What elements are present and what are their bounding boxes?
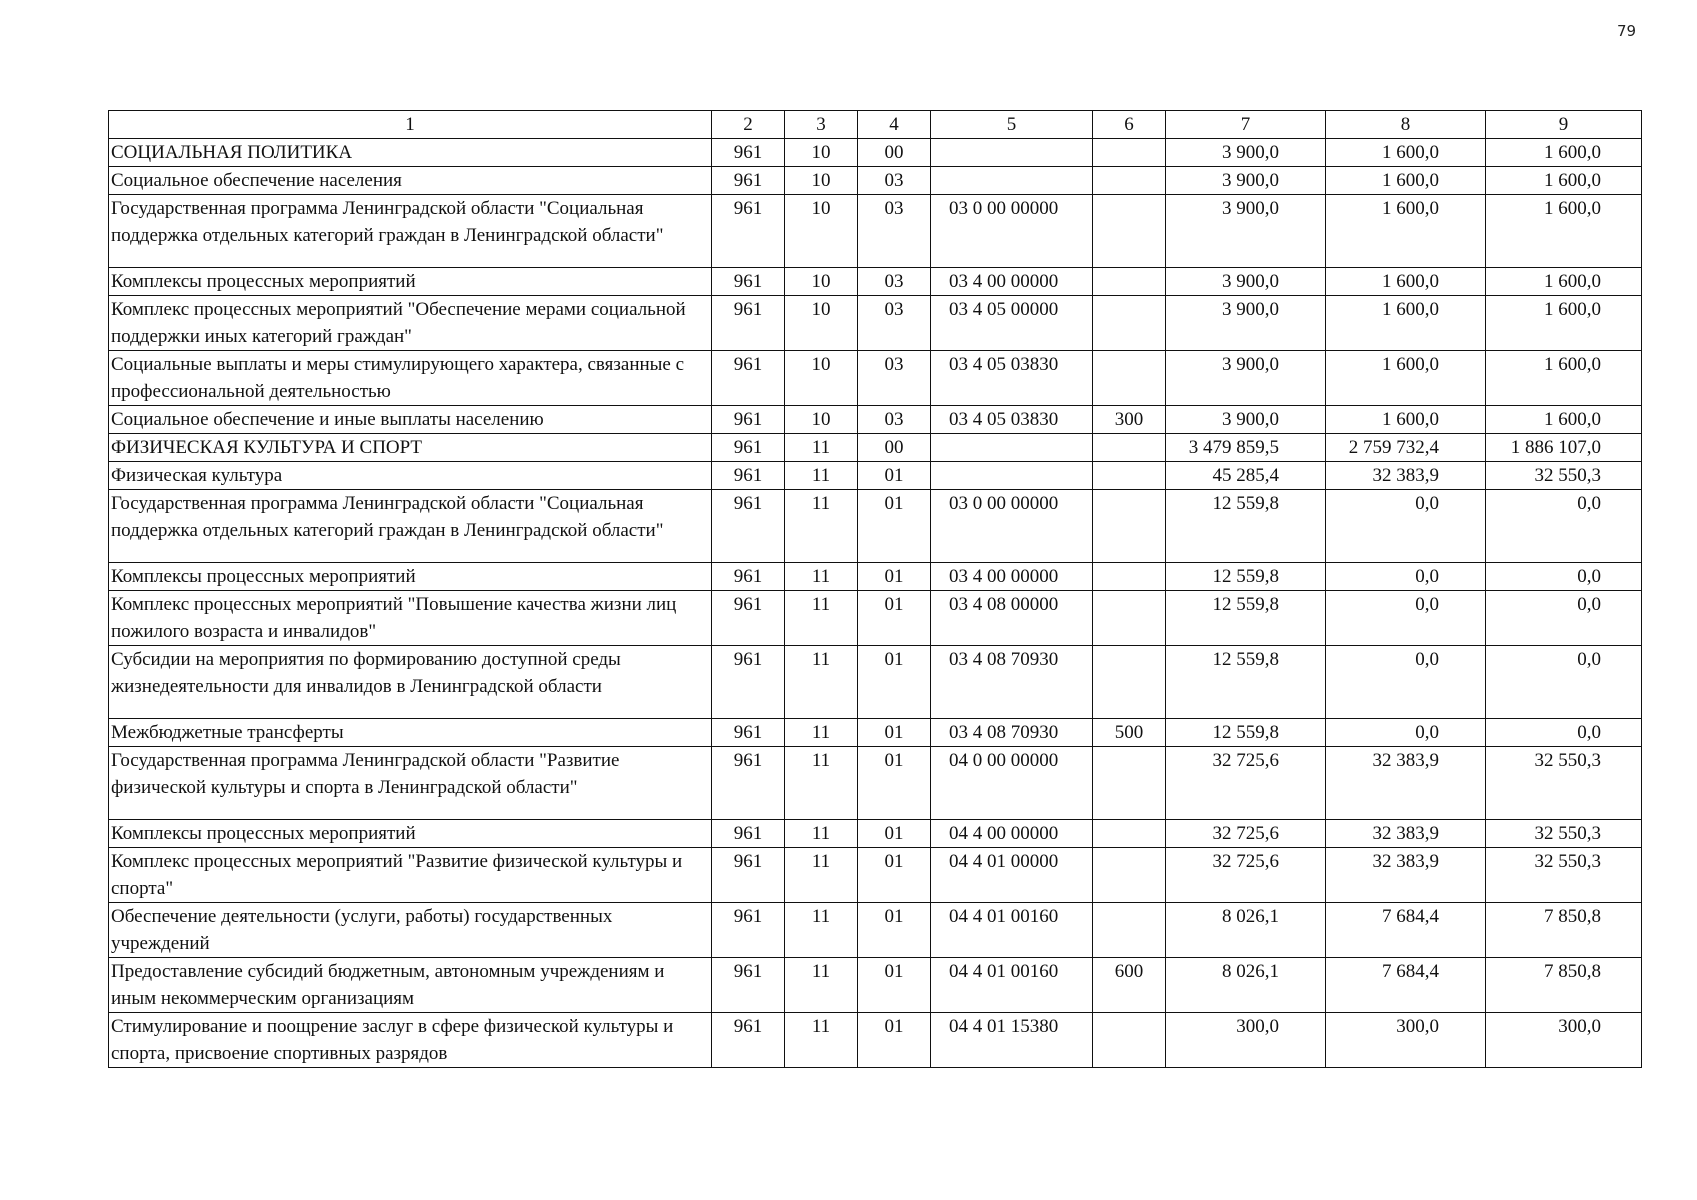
cell-col-9: 0,0 [1486,719,1642,747]
cell-col-3: 10 [785,139,858,167]
cell-col-7: 3 900,0 [1166,296,1326,351]
cell-col-4: 01 [858,490,931,563]
column-header: 1 [109,111,712,139]
row-name: Социальные выплаты и меры стимулирующего характера, связанные с профессиональной деятельностью [109,351,712,406]
cell-col-9: 1 600,0 [1486,296,1642,351]
cell-col-6 [1093,490,1166,563]
cell-col-6: 600 [1093,958,1166,1013]
column-header: 2 [712,111,785,139]
cell-col-4: 01 [858,820,931,848]
row-name: Комплексы процессных мероприятий [109,268,712,296]
cell-col-7: 3 900,0 [1166,139,1326,167]
cell-col-9: 1 600,0 [1486,406,1642,434]
cell-col-8: 32 383,9 [1326,820,1486,848]
column-header: 9 [1486,111,1642,139]
cell-col-8: 32 383,9 [1326,848,1486,903]
budget-table [108,110,1642,1068]
cell-col-5: 04 4 00 00000 [931,820,1093,848]
cell-col-8: 0,0 [1326,563,1486,591]
table-row [109,903,1642,958]
cell-col-6 [1093,747,1166,820]
cell-col-7: 3 479 859,5 [1166,434,1326,462]
cell-col-9: 32 550,3 [1486,747,1642,820]
table-row [109,719,1642,747]
row-name: Комплекс процессных мероприятий "Развитие физической культуры и спорта" [109,848,712,903]
cell-col-9: 0,0 [1486,646,1642,719]
header-row [109,111,1642,139]
cell-col-8: 1 600,0 [1326,406,1486,434]
cell-col-2: 961 [712,958,785,1013]
row-name: Обеспечение деятельности (услуги, работы) государственных учреждений [109,903,712,958]
table-row [109,139,1642,167]
cell-col-4: 00 [858,434,931,462]
cell-col-5 [931,462,1093,490]
cell-col-8: 1 600,0 [1326,351,1486,406]
cell-col-3: 10 [785,195,858,268]
cell-col-3: 10 [785,351,858,406]
cell-col-4: 01 [858,1013,931,1068]
row-name: Физическая культура [109,462,712,490]
row-name: Государственная программа Ленинградской области "Развитие физической культуры и спорта в Ленинградской области" [109,747,712,820]
table-row [109,591,1642,646]
row-name: СОЦИАЛЬНАЯ ПОЛИТИКА [109,139,712,167]
cell-col-6: 500 [1093,719,1166,747]
cell-col-2: 961 [712,1013,785,1068]
cell-col-7: 45 285,4 [1166,462,1326,490]
cell-col-9: 1 600,0 [1486,167,1642,195]
cell-col-4: 00 [858,139,931,167]
table-row [109,1013,1642,1068]
cell-col-8: 1 600,0 [1326,268,1486,296]
table-row [109,406,1642,434]
cell-col-4: 01 [858,462,931,490]
cell-col-9: 32 550,3 [1486,820,1642,848]
cell-col-5: 03 4 00 00000 [931,268,1093,296]
cell-col-8: 1 600,0 [1326,195,1486,268]
cell-col-9: 32 550,3 [1486,462,1642,490]
cell-col-3: 11 [785,747,858,820]
cell-col-2: 961 [712,903,785,958]
cell-col-7: 3 900,0 [1166,406,1326,434]
column-header: 3 [785,111,858,139]
cell-col-4: 03 [858,406,931,434]
cell-col-9: 1 600,0 [1486,351,1642,406]
cell-col-8: 7 684,4 [1326,958,1486,1013]
cell-col-3: 11 [785,1013,858,1068]
cell-col-3: 11 [785,490,858,563]
cell-col-4: 03 [858,195,931,268]
cell-col-6 [1093,195,1166,268]
cell-col-6 [1093,351,1166,406]
cell-col-3: 11 [785,848,858,903]
cell-col-2: 961 [712,434,785,462]
cell-col-6 [1093,820,1166,848]
cell-col-4: 01 [858,848,931,903]
cell-col-9: 1 886 107,0 [1486,434,1642,462]
cell-col-3: 11 [785,434,858,462]
cell-col-2: 961 [712,848,785,903]
cell-col-5: 03 0 00 00000 [931,195,1093,268]
table-body [109,111,1642,1068]
cell-col-5 [931,167,1093,195]
cell-col-2: 961 [712,268,785,296]
cell-col-4: 03 [858,351,931,406]
table-row [109,195,1642,268]
cell-col-3: 10 [785,268,858,296]
row-name: Комплекс процессных мероприятий "Повышение качества жизни лиц пожилого возраста и инвалидов" [109,591,712,646]
cell-col-2: 961 [712,719,785,747]
table-row [109,351,1642,406]
cell-col-4: 01 [858,591,931,646]
cell-col-6 [1093,1013,1166,1068]
cell-col-6 [1093,167,1166,195]
table-row [109,646,1642,719]
cell-col-5: 04 4 01 15380 [931,1013,1093,1068]
cell-col-3: 11 [785,719,858,747]
cell-col-4: 01 [858,646,931,719]
cell-col-6 [1093,268,1166,296]
cell-col-3: 11 [785,563,858,591]
cell-col-7: 3 900,0 [1166,167,1326,195]
table-row [109,820,1642,848]
row-name: Комплексы процессных мероприятий [109,820,712,848]
cell-col-5 [931,434,1093,462]
cell-col-3: 10 [785,167,858,195]
table-row [109,434,1642,462]
cell-col-5 [931,139,1093,167]
cell-col-9: 0,0 [1486,490,1642,563]
cell-col-3: 11 [785,820,858,848]
cell-col-9: 300,0 [1486,1013,1642,1068]
cell-col-9: 0,0 [1486,563,1642,591]
cell-col-5: 03 4 05 00000 [931,296,1093,351]
cell-col-6 [1093,848,1166,903]
cell-col-2: 961 [712,139,785,167]
cell-col-5: 04 4 01 00160 [931,958,1093,1013]
row-name: Социальное обеспечение и иные выплаты населению [109,406,712,434]
cell-col-2: 961 [712,406,785,434]
cell-col-7: 3 900,0 [1166,195,1326,268]
cell-col-9: 1 600,0 [1486,195,1642,268]
cell-col-5: 03 0 00 00000 [931,490,1093,563]
cell-col-8: 1 600,0 [1326,167,1486,195]
row-name: Комплекс процессных мероприятий "Обеспечение мерами социальной поддержки иных категорий граждан" [109,296,712,351]
cell-col-8: 7 684,4 [1326,903,1486,958]
cell-col-5: 04 4 01 00160 [931,903,1093,958]
column-header: 5 [931,111,1093,139]
cell-col-8: 32 383,9 [1326,747,1486,820]
row-name: Межбюджетные трансферты [109,719,712,747]
table-row [109,563,1642,591]
cell-col-7: 12 559,8 [1166,646,1326,719]
cell-col-2: 961 [712,563,785,591]
cell-col-7: 3 900,0 [1166,268,1326,296]
row-name: Субсидии на мероприятия по формированию доступной среды жизнедеятельности для инвалидов в Ленинградской области [109,646,712,719]
row-name: Государственная программа Ленинградской области "Социальная поддержка отдельных категорий граждан в Ленинградской области" [109,490,712,563]
cell-col-2: 961 [712,646,785,719]
cell-col-3: 11 [785,591,858,646]
cell-col-7: 32 725,6 [1166,820,1326,848]
cell-col-8: 0,0 [1326,719,1486,747]
cell-col-2: 961 [712,490,785,563]
cell-col-6 [1093,563,1166,591]
cell-col-4: 01 [858,747,931,820]
cell-col-3: 11 [785,646,858,719]
cell-col-3: 10 [785,296,858,351]
cell-col-3: 11 [785,903,858,958]
row-name: ФИЗИЧЕСКАЯ КУЛЬТУРА И СПОРТ [109,434,712,462]
cell-col-7: 8 026,1 [1166,903,1326,958]
row-name: Социальное обеспечение населения [109,167,712,195]
table-row [109,747,1642,820]
row-name: Комплексы процессных мероприятий [109,563,712,591]
cell-col-8: 0,0 [1326,591,1486,646]
cell-col-7: 12 559,8 [1166,591,1326,646]
cell-col-9: 1 600,0 [1486,268,1642,296]
cell-col-6 [1093,139,1166,167]
cell-col-2: 961 [712,351,785,406]
cell-col-9: 1 600,0 [1486,139,1642,167]
cell-col-5: 03 4 05 03830 [931,406,1093,434]
cell-col-4: 01 [858,563,931,591]
cell-col-4: 03 [858,167,931,195]
cell-col-8: 300,0 [1326,1013,1486,1068]
cell-col-7: 12 559,8 [1166,563,1326,591]
row-name: Государственная программа Ленинградской области "Социальная поддержка отдельных категорий граждан в Ленинградской области" [109,195,712,268]
cell-col-2: 961 [712,820,785,848]
cell-col-7: 12 559,8 [1166,719,1326,747]
cell-col-8: 1 600,0 [1326,139,1486,167]
cell-col-9: 32 550,3 [1486,848,1642,903]
cell-col-6 [1093,462,1166,490]
page-number: 79 [1617,22,1637,40]
column-header: 6 [1093,111,1166,139]
cell-col-5: 03 4 08 00000 [931,591,1093,646]
cell-col-5: 04 4 01 00000 [931,848,1093,903]
row-name: Предоставление субсидий бюджетным, автономным учреждениям и иным некоммерческим организациям [109,958,712,1013]
table-row [109,167,1642,195]
cell-col-4: 01 [858,719,931,747]
cell-col-3: 10 [785,406,858,434]
cell-col-4: 03 [858,268,931,296]
cell-col-6 [1093,903,1166,958]
cell-col-7: 300,0 [1166,1013,1326,1068]
cell-col-3: 11 [785,958,858,1013]
cell-col-7: 3 900,0 [1166,351,1326,406]
cell-col-8: 1 600,0 [1326,296,1486,351]
table-row [109,462,1642,490]
table-row [109,958,1642,1013]
cell-col-6 [1093,591,1166,646]
column-header: 7 [1166,111,1326,139]
cell-col-5: 03 4 00 00000 [931,563,1093,591]
cell-col-8: 0,0 [1326,646,1486,719]
cell-col-2: 961 [712,591,785,646]
cell-col-4: 03 [858,296,931,351]
cell-col-2: 961 [712,747,785,820]
cell-col-5: 04 0 00 00000 [931,747,1093,820]
cell-col-9: 7 850,8 [1486,958,1642,1013]
cell-col-6: 300 [1093,406,1166,434]
cell-col-8: 2 759 732,4 [1326,434,1486,462]
cell-col-7: 32 725,6 [1166,747,1326,820]
cell-col-7: 12 559,8 [1166,490,1326,563]
cell-col-5: 03 4 05 03830 [931,351,1093,406]
column-header: 8 [1326,111,1486,139]
cell-col-7: 32 725,6 [1166,848,1326,903]
column-header: 4 [858,111,931,139]
row-name: Стимулирование и поощрение заслуг в сфере физической культуры и спорта, присвоение спортивных разрядов [109,1013,712,1068]
cell-col-2: 961 [712,195,785,268]
cell-col-8: 0,0 [1326,490,1486,563]
cell-col-4: 01 [858,958,931,1013]
table-row [109,848,1642,903]
table-row [109,296,1642,351]
cell-col-6 [1093,296,1166,351]
cell-col-8: 32 383,9 [1326,462,1486,490]
cell-col-4: 01 [858,903,931,958]
cell-col-9: 7 850,8 [1486,903,1642,958]
table-row [109,490,1642,563]
cell-col-5: 03 4 08 70930 [931,646,1093,719]
cell-col-6 [1093,434,1166,462]
cell-col-3: 11 [785,462,858,490]
cell-col-2: 961 [712,167,785,195]
cell-col-2: 961 [712,462,785,490]
cell-col-2: 961 [712,296,785,351]
cell-col-7: 8 026,1 [1166,958,1326,1013]
cell-col-5: 03 4 08 70930 [931,719,1093,747]
cell-col-6 [1093,646,1166,719]
table-row [109,268,1642,296]
cell-col-9: 0,0 [1486,591,1642,646]
